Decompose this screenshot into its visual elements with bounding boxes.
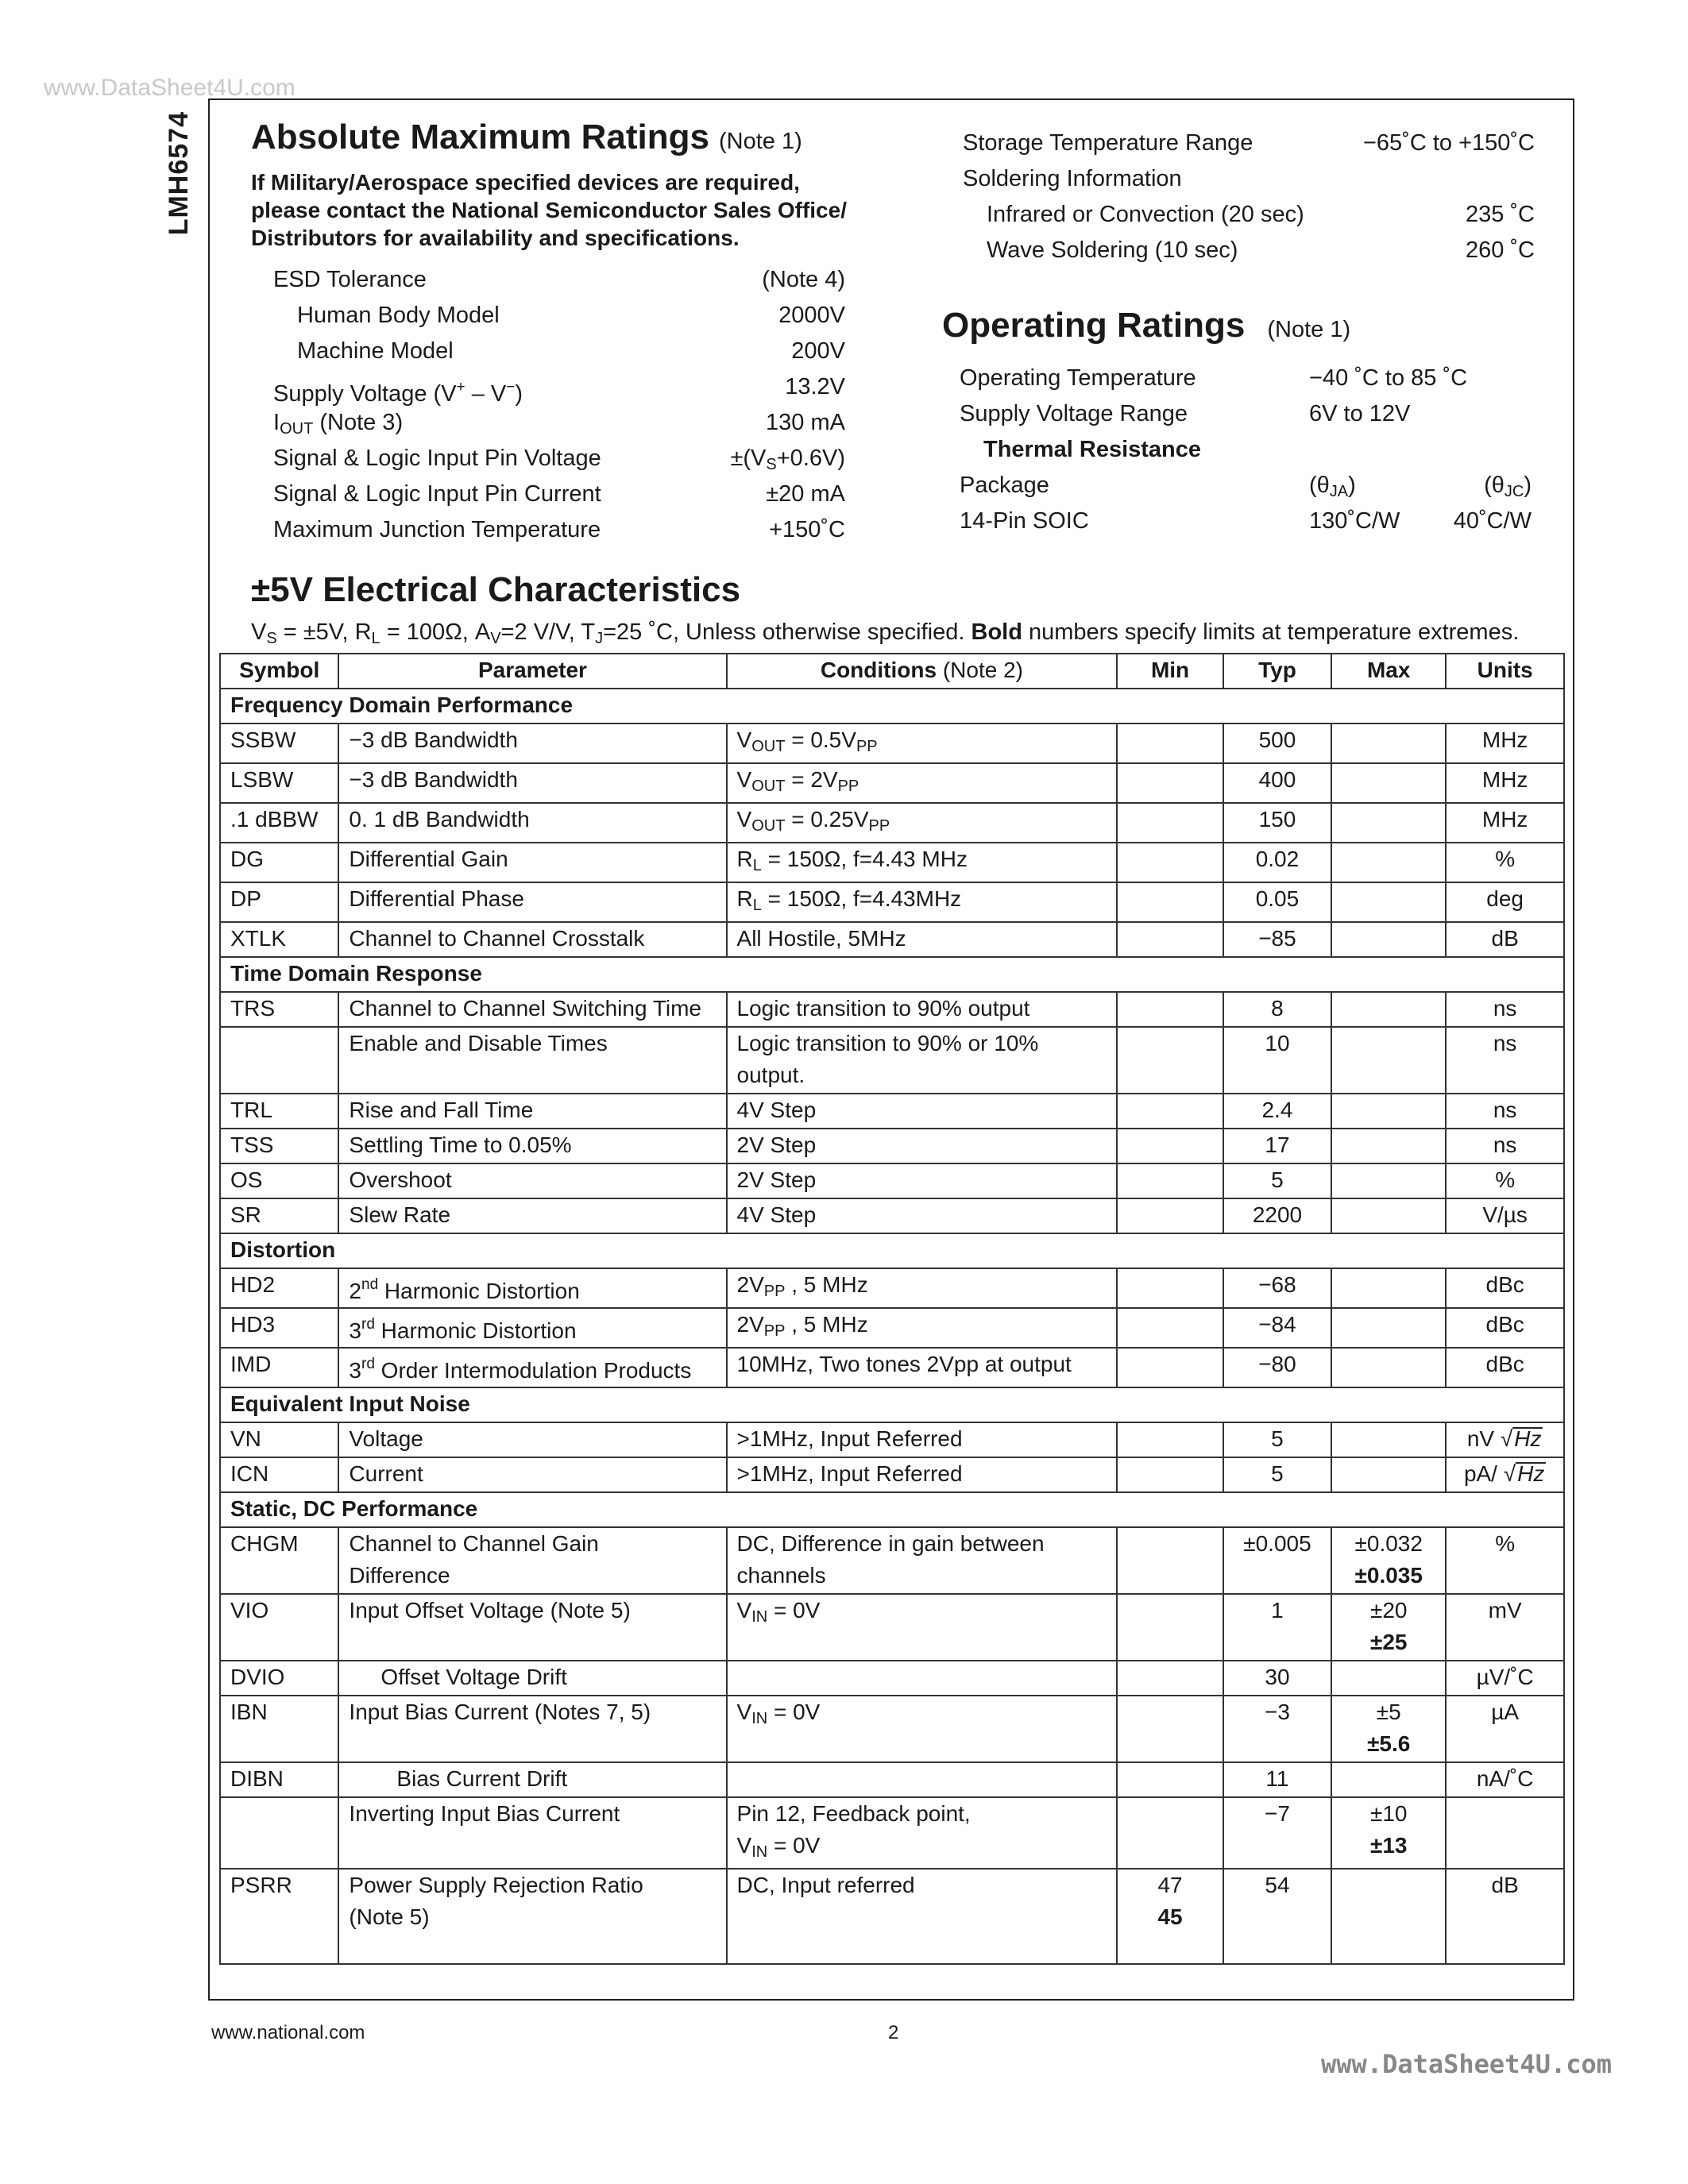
table-row: VN Voltage >1MHz, Input Referred 5 nV √Hz bbox=[220, 1422, 1564, 1457]
table-row: SR Slew Rate 4V Step 2200 V/µs bbox=[220, 1198, 1564, 1233]
table-row: TRS Channel to Channel Switching Time Logic transition to 90% output 8 ns bbox=[220, 992, 1564, 1027]
table-row: XTLK Channel to Channel Crosstalk All Hostile, 5MHz −85 dB bbox=[220, 922, 1564, 957]
watermark-bottom: www.DataSheet4U.com bbox=[1321, 2049, 1613, 2079]
table-row: IMD 3rd Order Intermodulation Products 10MHz, Two tones 2Vpp at output −80 dBc bbox=[220, 1348, 1564, 1387]
section-row: Distortion bbox=[220, 1233, 1564, 1268]
abs-max-list: ESD Tolerance (Note 4) Human Body Model 2000V Machine Model 200V Supply Voltage (V+ – V−) 13.2V $I_{OUT}$ (Note 3) 130 mA Signal & Logic Input Pin Voltage $\pm(V_S+0.6V)$ Signal & Logic Input Pin Current ±20 mA Maximum Junction Temperature +150˚C bbox=[273, 267, 845, 542]
table-row: PSRR Power Supply Rejection Ratio (Note 5) DC, Input referred 47 45 54 dB bbox=[220, 1869, 1564, 1964]
ec-title: ±5V Electrical Characteristics bbox=[251, 570, 741, 609]
section-row: Static, DC Performance bbox=[220, 1492, 1564, 1527]
section-row: Time Domain Response bbox=[220, 957, 1564, 992]
section-row: Equivalent Input Noise bbox=[220, 1387, 1564, 1422]
table-row: LSBW −3 dB Bandwidth $V_{OUT} = 2V_{PP}$ 400 MHz bbox=[220, 763, 1564, 803]
table-row: IBN Input Bias Current (Notes 7, 5) $V_{IN} = 0V$ −3 ±5 ±5.6 µA bbox=[220, 1696, 1564, 1762]
table-row: DIBN Bias Current Drift 11 nA/˚C bbox=[220, 1762, 1564, 1797]
operating-ratings-title: Operating Ratings (Note 1) bbox=[942, 306, 1351, 345]
electrical-characteristics-table bbox=[219, 653, 1565, 1965]
part-number-side-label: LMH6574 bbox=[164, 111, 194, 236]
table-row: Enable and Disable Times Logic transition to 90% or 10% output. 10 ns bbox=[220, 1027, 1564, 1094]
section-row: Frequency Domain Performance bbox=[220, 689, 1564, 723]
table-row: CHGM Channel to Channel Gain Difference DC, Difference in gain between channels ±0.005 ±0.032 ±0.035 % bbox=[220, 1527, 1564, 1594]
table-row: VIO Input Offset Voltage (Note 5) $V_{IN} = 0V$ 1 ±20 ±25 mV bbox=[220, 1594, 1564, 1661]
table-row: ICN Current >1MHz, Input Referred 5 pA/ √Hz bbox=[220, 1457, 1564, 1492]
military-warning: If Military/Aerospace specified devices are required, please contact the National Semiconductor Sales Office/ Distributors for availability and specifications. bbox=[251, 170, 847, 250]
table-header-row: Symbol Parameter Conditions (Note 2) Min Typ Max Units bbox=[220, 654, 1564, 689]
table-row: HD2 2nd Harmonic Distortion $2V_{PP}$ , 5 MHz −68 dBc bbox=[220, 1268, 1564, 1308]
abs-max-title: Absolute Maximum Ratings (Note 1) bbox=[251, 118, 802, 156]
table-row: TRL Rise and Fall Time 4V Step 2.4 ns bbox=[220, 1094, 1564, 1129]
table-row: Inverting Input Bias Current Pin 12, Feedback point, $V_{IN} = 0V$ −7 ±10 ±13 bbox=[220, 1797, 1564, 1869]
table-row: TSS Settling Time to 0.05% 2V Step 17 ns bbox=[220, 1129, 1564, 1163]
table-row: HD3 3rd Harmonic Distortion $2V_{PP}$ , 5 MHz −84 dBc bbox=[220, 1308, 1564, 1348]
table-row: DVIO Offset Voltage Drift 30 µV/˚C bbox=[220, 1661, 1564, 1696]
table-row: OS Overshoot 2V Step 5 % bbox=[220, 1163, 1564, 1198]
page-number: 2 bbox=[888, 2022, 899, 2043]
watermark-top: www.DataSheet4U.com bbox=[44, 75, 295, 101]
abs-max-list-right: Storage Temperature Range −65˚C to +150˚C Soldering Information Infrared or Convection (20 sec) 235 ˚C Wave Soldering (10 sec) 260 ˚C bbox=[963, 130, 1535, 263]
footer-website: www.national.com bbox=[211, 2022, 365, 2043]
ec-conditions-line: $V_S = \pm 5V$, $R_L = 100\Omega$, $A_V=2$ V/V, $T_J=25$ ˚C, Unless otherwise specified. Bold numbers specify limits at temperature extremes. bbox=[251, 619, 1520, 647]
table-row: SSBW −3 dB Bandwidth $V_{OUT} = 0.5V_{PP}$ 500 MHz bbox=[220, 723, 1564, 763]
table-row: DP Differential Phase $R_L = 150\Omega$, f=4.43MHz 0.05 deg bbox=[220, 882, 1564, 922]
table-row: DG Differential Gain $R_L = 150\Omega$, f=4.43 MHz 0.02 % bbox=[220, 843, 1564, 882]
operating-ratings-list: Operating Temperature −40 ˚C to 85 ˚C Supply Voltage Range 6V to 12V Thermal Resistance Package $(\theta_{JA})$ $(\theta_{JC})$ 14-Pin SOIC 130˚C/W 40˚C/W bbox=[960, 365, 1532, 534]
table-row: .1 dBBW 0. 1 dB Bandwidth $V_{OUT} = 0.25V_{PP}$ 150 MHz bbox=[220, 803, 1564, 843]
